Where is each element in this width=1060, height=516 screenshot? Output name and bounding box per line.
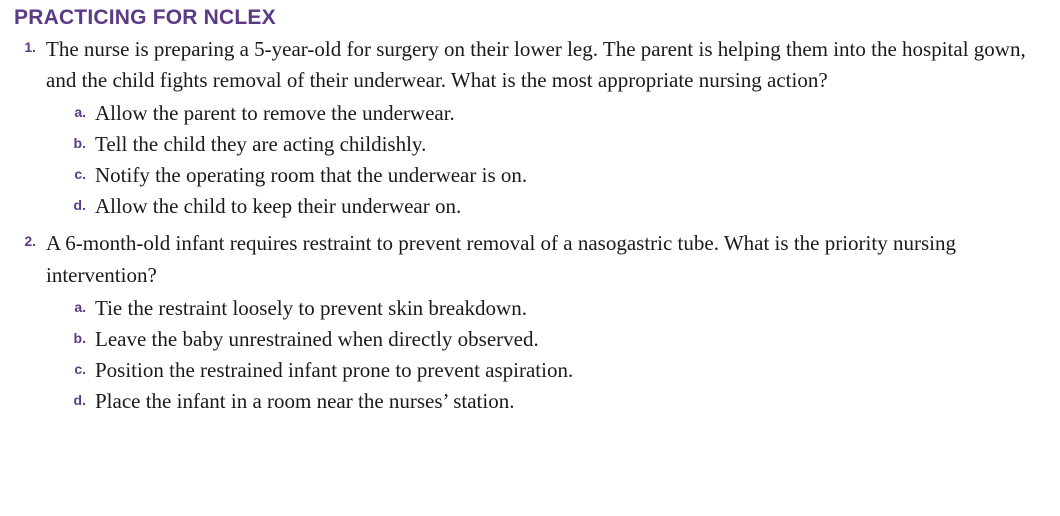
question-list xyxy=(0,34,1060,417)
option-item[interactable] xyxy=(0,191,1060,222)
question-number: 2. xyxy=(24,233,36,250)
question-block xyxy=(0,34,1060,222)
option-item[interactable] xyxy=(0,129,1060,160)
option-letter: b. xyxy=(73,329,86,346)
option-item[interactable] xyxy=(0,324,1060,355)
option-text: Notify the operating room that the underwear is on. xyxy=(95,163,528,188)
option-letter: a. xyxy=(74,298,86,315)
option-text: Allow the parent to remove the underwear. xyxy=(95,101,455,126)
question-text: A 6-month-old infant requires restraint to prevent removal of a nasogastric tube. What is the priority nursing intervention? xyxy=(46,231,956,287)
option-letter: c. xyxy=(74,166,86,183)
option-list xyxy=(0,293,1060,417)
option-text: Allow the child to keep their underwear on. xyxy=(95,194,462,219)
question-number: 1. xyxy=(24,39,36,55)
question-item xyxy=(0,34,1060,96)
option-text: Tell the child they are acting childishly. xyxy=(95,132,427,157)
option-letter: a. xyxy=(74,104,86,121)
option-item[interactable] xyxy=(0,386,1060,417)
page-title: PRACTICING FOR NCLEX xyxy=(14,6,276,29)
option-item[interactable] xyxy=(0,98,1060,129)
option-letter: c. xyxy=(74,360,86,377)
document-page xyxy=(0,6,1060,516)
option-letter: d. xyxy=(73,197,86,214)
option-text: Tie the restraint loosely to prevent skin breakdown. xyxy=(95,295,527,320)
option-letter: b. xyxy=(73,135,86,152)
option-text: Leave the baby unrestrained when directly observed. xyxy=(95,326,539,351)
question-text: The nurse is preparing a 5-year-old for surgery on their lower leg. The parent is helping them into the hospital gown, and the child fights removal of their underwear. What is the most appropriate nursing action? xyxy=(46,37,1026,93)
question-item xyxy=(0,228,1060,290)
option-text: Position the restrained infant prone to prevent aspiration. xyxy=(95,357,574,382)
option-item[interactable] xyxy=(0,160,1060,191)
option-item[interactable] xyxy=(0,293,1060,324)
question-block xyxy=(0,228,1060,416)
option-letter: d. xyxy=(73,391,86,408)
option-item[interactable] xyxy=(0,355,1060,386)
option-text: Place the infant in a room near the nurses’ station. xyxy=(95,388,515,413)
option-list xyxy=(0,98,1060,222)
